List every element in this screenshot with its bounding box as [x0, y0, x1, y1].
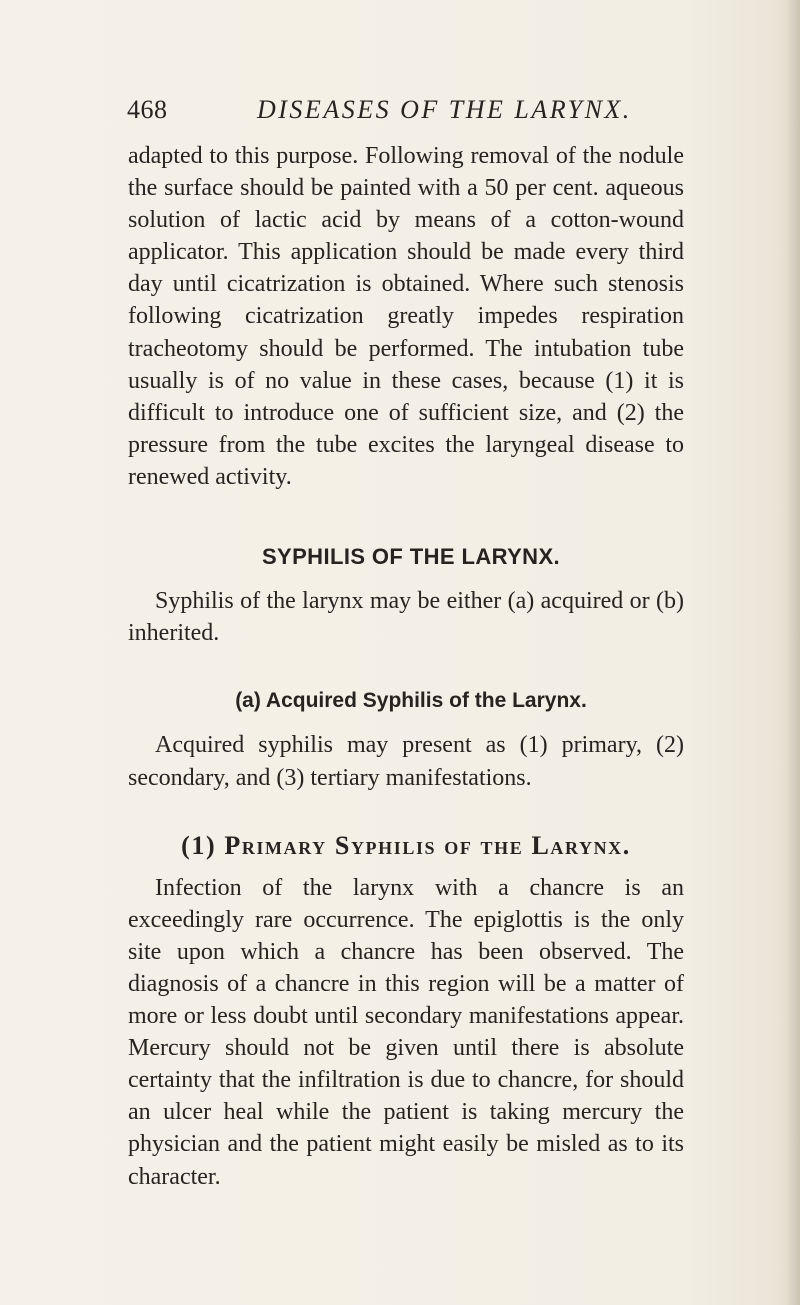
- subsection-heading-acquired: (a) Acquired Syphilis of the Larynx.: [235, 689, 587, 713]
- running-head: DISEASES OF THE LARYNX.: [257, 95, 632, 124]
- paragraph-primary-syphilis: Infection of the larynx with a chancre is an exceedingly rare occurrence. The epiglottis is the only site upon which a chancre has been observed. The diagnosis of a chancre in this region will be a matter of more or less doubt until secondary manifestations appear. Mercury should not be given until there is absolute certainty that the infiltration is due to chancre, for should an ulcer heal while the patient is taking mercury the physician and the patient might easily be misled as to its character.: [128, 874, 684, 1190]
- subsection-heading-primary: (1) Primary Syphilis of the Larynx.: [181, 830, 631, 860]
- paragraph-syphilis-intro: Syphilis of the larynx may be either (a) acquired or (b) inherited.: [128, 588, 684, 647]
- section-heading-syphilis: SYPHILIS OF THE LARYNX.: [261, 544, 561, 570]
- paragraph-continuation: adapted to this purpose. Following removal of the nodule the surface should be painted with a 50 per cent. aqueous solution of lactic acid by means of a cotton-wound applicator. This application should be made every third day until cicatrization is obtained. Where such stenosis following cicatrization greatly impedes respiration tracheotomy should be performed. The intubation tube usually is of no value in these cases, because (1) it is difficult to introduce one of sufficient size, and (2) the pressure from the tube excites the laryngeal disease to renewed activity.: [128, 143, 684, 490]
- page-number: 468: [127, 95, 168, 124]
- paragraph-acquired-intro: Acquired syphilis may present as (1) primary, (2) secondary, and (3) tertiary manifestations.: [128, 732, 684, 791]
- page-body: [128, 140, 684, 1193]
- page-edge-shadow: [786, 0, 800, 1305]
- page-header: [127, 90, 687, 130]
